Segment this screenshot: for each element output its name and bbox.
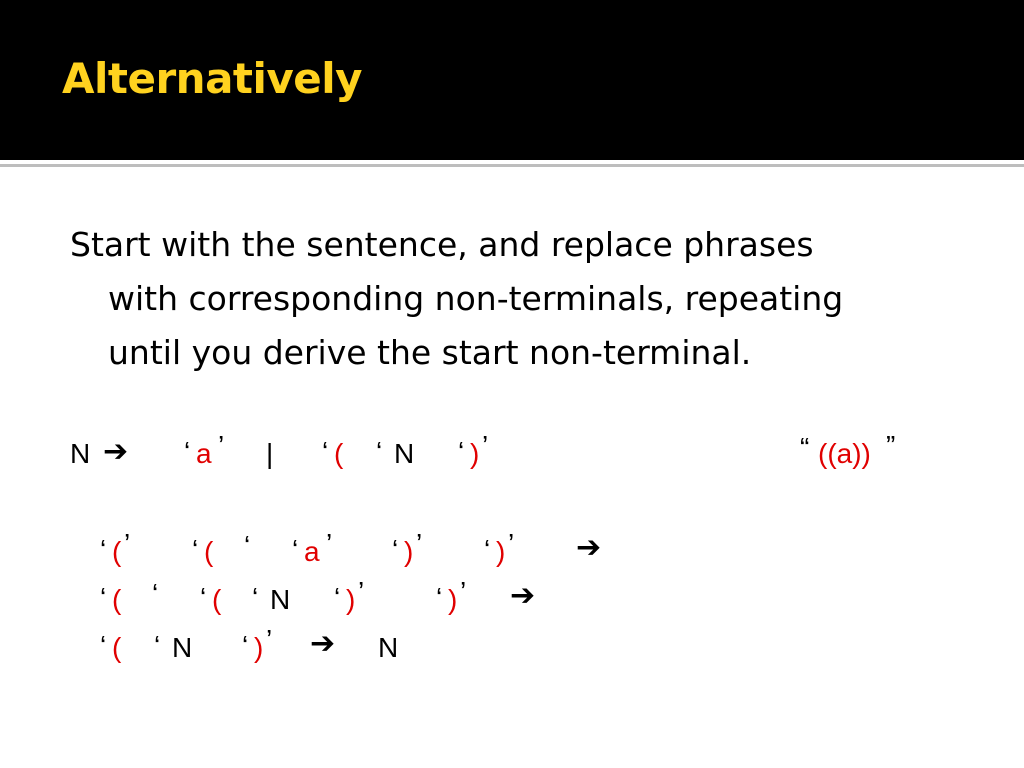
nonterminal-n: N bbox=[270, 584, 291, 615]
body-line-3: until you derive the start non-terminal. bbox=[108, 333, 752, 372]
rule-nonterminal: N bbox=[394, 438, 415, 469]
terminal-rparen: ) bbox=[254, 632, 264, 663]
quote-open: ‘ bbox=[100, 582, 107, 613]
terminal-lparen: ( bbox=[212, 584, 222, 615]
terminal-lparen: ( bbox=[112, 584, 122, 615]
quote-open: ‘ bbox=[100, 534, 107, 565]
quote-close: ’ bbox=[416, 528, 423, 559]
quote-open: ‘ bbox=[322, 436, 329, 467]
quote-open: ‘ bbox=[100, 630, 107, 661]
rule-arrow-icon: ➔ bbox=[103, 434, 129, 469]
quote-close: ’ bbox=[508, 528, 515, 559]
quote-open: ‘ bbox=[458, 436, 465, 467]
body-line-1: Start with the sentence, and replace phrases bbox=[70, 225, 814, 264]
quote-open: ‘ bbox=[192, 534, 199, 565]
terminal-rparen: ) bbox=[346, 584, 356, 615]
quote-open: ‘ bbox=[184, 436, 191, 467]
terminal-a: a bbox=[304, 536, 320, 567]
alternation-bar: | bbox=[266, 438, 274, 469]
terminal-lparen: ( bbox=[334, 438, 344, 469]
nonterminal-n: N bbox=[172, 632, 193, 663]
quote-close: ’ bbox=[124, 528, 131, 559]
terminal-rparen: ) bbox=[404, 536, 414, 567]
terminal-lparen: ( bbox=[112, 632, 122, 663]
quote-open: ‘ bbox=[200, 582, 207, 613]
derive-arrow-icon: ➔ bbox=[510, 578, 536, 613]
body-line-2: with corresponding non-terminals, repeating bbox=[108, 279, 844, 318]
quote-close: ’ bbox=[358, 576, 365, 607]
example-quote-open: “ bbox=[800, 432, 810, 463]
quote-open: ‘ bbox=[484, 534, 491, 565]
quote-close: ’ bbox=[326, 528, 333, 559]
example-quote-close: ” bbox=[886, 430, 896, 461]
quote-open: ‘ bbox=[376, 436, 383, 467]
body-paragraph bbox=[70, 218, 970, 380]
terminal-a: a bbox=[196, 438, 212, 469]
quote-open: ‘ bbox=[244, 530, 251, 561]
terminal-rparen: ) bbox=[470, 438, 480, 469]
example-string: ((a)) bbox=[818, 438, 871, 469]
quote-open: ‘ bbox=[436, 582, 443, 613]
terminal-rparen: ) bbox=[448, 584, 458, 615]
quote-open: ‘ bbox=[242, 630, 249, 661]
title-divider-gray bbox=[0, 164, 1024, 167]
quote-open: ‘ bbox=[154, 630, 161, 661]
quote-open: ‘ bbox=[252, 582, 259, 613]
quote-open: ‘ bbox=[292, 534, 299, 565]
quote-close: ’ bbox=[460, 576, 467, 607]
slide-title: Alternatively bbox=[62, 54, 363, 103]
quote-close: ’ bbox=[266, 624, 273, 655]
quote-close: ’ bbox=[218, 430, 225, 461]
start-nonterminal-result: N bbox=[378, 632, 399, 663]
terminal-lparen: ( bbox=[112, 536, 122, 567]
derive-arrow-icon: ➔ bbox=[310, 626, 336, 661]
quote-close: ’ bbox=[482, 430, 489, 461]
terminal-rparen: ) bbox=[496, 536, 506, 567]
quote-open: ‘ bbox=[392, 534, 399, 565]
rule-lhs: N bbox=[70, 438, 91, 469]
quote-open: ‘ bbox=[152, 578, 159, 609]
derive-arrow-icon: ➔ bbox=[576, 530, 602, 565]
quote-open: ‘ bbox=[334, 582, 341, 613]
terminal-lparen: ( bbox=[204, 536, 214, 567]
